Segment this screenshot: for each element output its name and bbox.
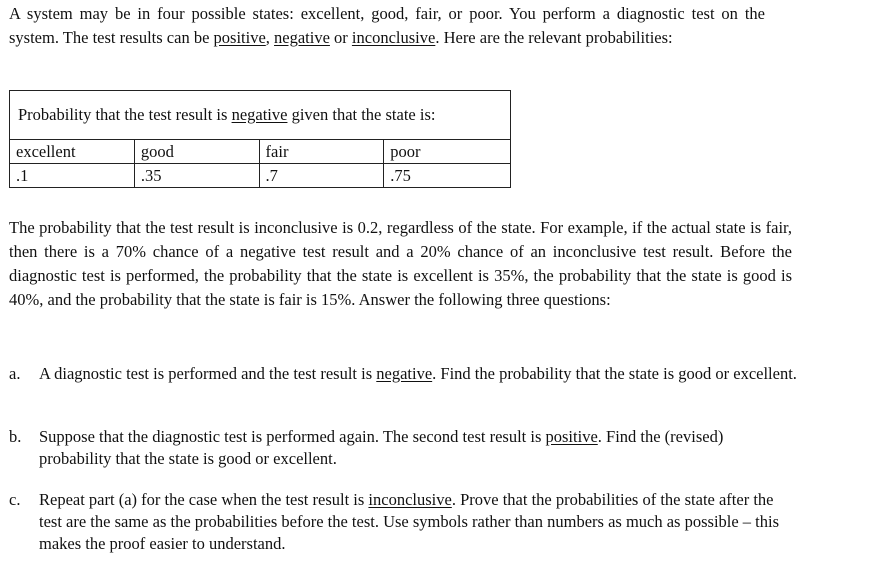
problem-paragraph: The probability that the test result is inconclusive is 0.2, regardless of the state. For example, if the actual state is fair, then there is a 70% chance of a negative test result and a 20% chance of an inconclusive test result. Before the diagnostic test is performed, the probability that the state is excellent is 35%, the probability that the state is good is 40%, and the probability that the state is fair is 15%. Answer the following three questions: — [9, 218, 792, 309]
question-c-text — [39, 489, 799, 555]
table-row-states — [10, 140, 511, 164]
question-b-underlined: positive — [545, 427, 598, 446]
question-b-post: . Find the (revised) probability that the state is good or excellent. — [39, 427, 724, 468]
state-cell-poor: poor — [384, 140, 511, 164]
probability-table — [9, 90, 511, 188]
value-cell-poor: .75 — [384, 164, 511, 188]
table-row-values — [10, 164, 511, 188]
question-a-post: . Find the probability that the state is good or excellent. — [432, 364, 797, 383]
intro-or: or — [329, 28, 352, 47]
question-b-pre: Suppose that the diagnostic test is performed again. The second test result is — [39, 427, 546, 446]
value-cell-fair: .7 — [259, 164, 384, 188]
question-c-underlined: inconclusive — [368, 490, 452, 509]
question-a-underlined: negative — [376, 364, 433, 383]
question-c-post: . Prove that the probabilities of the state after the test are the same as the probabilities before the test. Use symbols rather than numbers as much as possible – this makes the proof easier to understand. — [39, 490, 780, 553]
question-a-label: a. — [9, 364, 21, 383]
intro-text-1: A system may be in four possible states: excellent, good, fair, or poor. You perform a diagnostic test on the system. The test results can be — [9, 4, 765, 47]
value-cell-good: .35 — [134, 164, 259, 188]
intro-text-2: . Here are the relevant probabilities: — [435, 28, 673, 47]
state-cell-excellent: excellent — [10, 140, 135, 164]
state-cell-fair: fair — [259, 140, 384, 164]
table-header — [10, 91, 511, 140]
underlined-inconclusive: inconclusive — [351, 28, 436, 47]
underlined-negative: negative — [274, 28, 330, 47]
intro-paragraph — [9, 2, 765, 50]
value-cell-excellent: .1 — [10, 164, 135, 188]
intro-comma: , — [265, 28, 275, 47]
question-b-text — [39, 426, 799, 470]
question-a-text — [39, 363, 799, 385]
underlined-positive: positive — [213, 28, 266, 47]
question-b-label: b. — [9, 427, 22, 446]
table-header-post: given that the state is: — [287, 105, 436, 124]
table-header-negative: negative — [231, 105, 288, 124]
question-c-pre: Repeat part (a) for the case when the test result is — [39, 490, 369, 509]
question-c-label: c. — [9, 490, 21, 509]
question-a-pre: A diagnostic test is performed and the test result is — [39, 364, 377, 383]
table-header-pre: Probability that the test result is — [18, 105, 232, 124]
state-cell-good: good — [134, 140, 259, 164]
